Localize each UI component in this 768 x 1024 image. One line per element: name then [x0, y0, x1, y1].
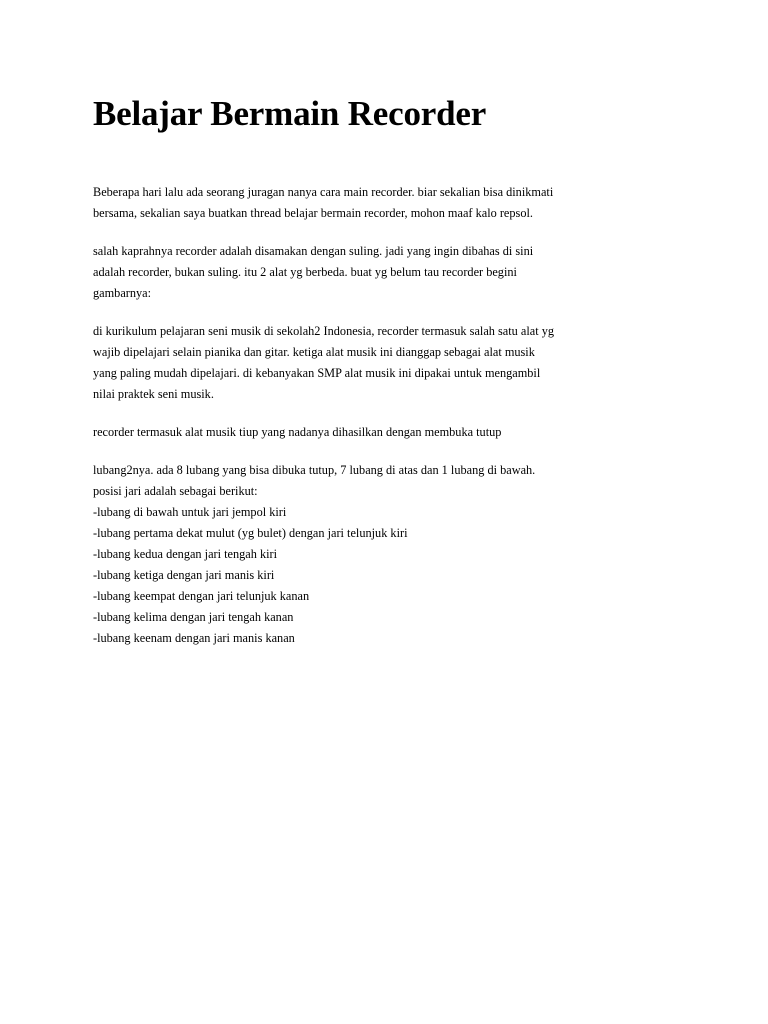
- finger-position-list: [93, 502, 573, 649]
- list-item: -lubang pertama dekat mulut (yg bulet) dengan jari telunjuk kiri: [93, 526, 408, 540]
- paragraph-line: wajib dipelajari selain pianika dan gitar. ketiga alat musik ini dianggap sebagai alat musik: [93, 345, 535, 359]
- paragraph-curriculum: [93, 321, 573, 405]
- paragraph-line: recorder termasuk alat musik tiup yang nadanya dihasilkan dengan membuka tutup: [93, 425, 502, 439]
- list-item: -lubang kelima dengan jari tengah kanan: [93, 610, 294, 624]
- paragraph-line: bersama, sekalian saya buatkan thread belajar bermain recorder, mohon maaf kalo repsol.: [93, 206, 533, 220]
- paragraph-intro: [93, 182, 573, 224]
- paragraph-line: Beberapa hari lalu ada seorang juragan nanya cara main recorder. biar sekalian bisa dinikmati: [93, 185, 554, 199]
- paragraph-wind-instrument: [93, 422, 573, 443]
- document-body: [93, 182, 573, 649]
- document-title: Belajar Bermain Recorder: [93, 94, 487, 133]
- paragraph-line: salah kaprahnya recorder adalah disamakan dengan suling. jadi yang ingin dibahas di sini: [93, 244, 534, 258]
- paragraph-misconception: [93, 241, 573, 304]
- list-item: -lubang keempat dengan jari telunjuk kanan: [93, 589, 310, 603]
- list-item: -lubang di bawah untuk jari jempol kiri: [93, 505, 287, 519]
- paragraph-line: posisi jari adalah sebagai berikut:: [93, 484, 258, 498]
- paragraph-line: lubang2nya. ada 8 lubang yang bisa dibuka tutup, 7 lubang di atas dan 1 lubang di bawah.: [93, 463, 536, 477]
- paragraph-line: nilai praktek seni musik.: [93, 387, 214, 401]
- paragraph-line: yang paling mudah dipelajari. di kebanyakan SMP alat musik ini dipakai untuk mengambil: [93, 366, 541, 380]
- paragraph-line: di kurikulum pelajaran seni musik di sekolah2 Indonesia, recorder termasuk salah satu alat yg: [93, 324, 555, 338]
- list-item: -lubang ketiga dengan jari manis kiri: [93, 568, 275, 582]
- paragraph-line: gambarnya:: [93, 286, 152, 300]
- list-item: -lubang keenam dengan jari manis kanan: [93, 631, 295, 645]
- list-item: -lubang kedua dengan jari tengah kiri: [93, 547, 278, 561]
- paragraph-line: adalah recorder, bukan suling. itu 2 alat yg berbeda. buat yg belum tau recorder begini: [93, 265, 517, 279]
- paragraph-holes: [93, 460, 573, 502]
